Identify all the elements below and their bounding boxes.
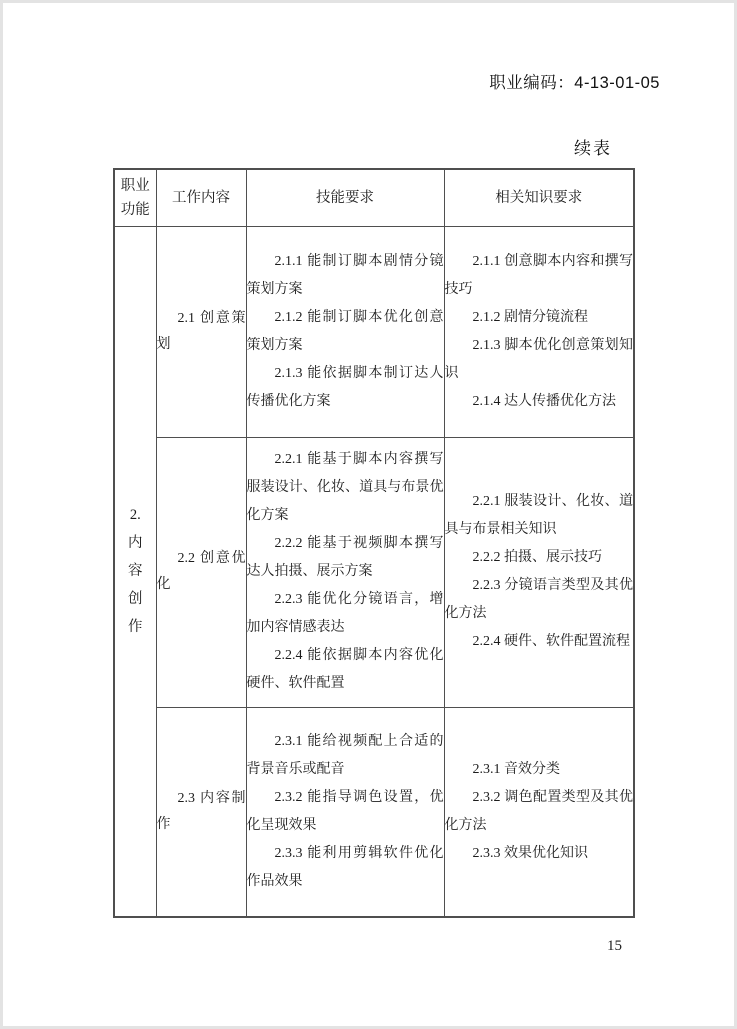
skill-item: 2.3.3 能利用剪辑软件优化作品效果 bbox=[246, 845, 444, 889]
header-work-content: 工作内容 bbox=[156, 169, 246, 226]
skills-cell bbox=[246, 437, 444, 707]
skill-item: 2.1.1 能制订脚本剧情分镜策划方案 bbox=[246, 253, 444, 297]
knowledge-item: 2.2.2 拍摄、展示技巧 bbox=[472, 550, 602, 565]
function-group-char: 创 bbox=[128, 591, 143, 608]
knowledge-item: 2.3.1 音效分类 bbox=[472, 761, 560, 777]
function-group-char: 作 bbox=[128, 619, 143, 636]
skill-item: 2.2.3 能优化分镜语言，增加内容情感表达 bbox=[246, 592, 444, 635]
knowledge-item: 2.3.2 调色配置类型及其优化方法 bbox=[444, 789, 633, 833]
knowledge-item: 2.1.1 创意脚本内容和撰写技巧 bbox=[444, 253, 633, 297]
work-content-cell bbox=[156, 226, 246, 437]
skills-cell bbox=[246, 226, 444, 437]
table-row-content-production bbox=[114, 707, 634, 917]
knowledge-item: 2.2.1 服装设计、化妆、道具与布景相关知识 bbox=[444, 494, 633, 537]
knowledge-item: 2.1.2 剧情分镜流程 bbox=[472, 309, 588, 325]
knowledge-cell bbox=[444, 707, 634, 917]
knowledge-item: 2.3.3 效果优化知识 bbox=[472, 845, 588, 861]
function-group-char: 内 bbox=[128, 535, 143, 552]
function-group-cell bbox=[114, 226, 156, 917]
skill-item: 2.1.2 能制订脚本优化创意策划方案 bbox=[246, 309, 444, 353]
knowledge-cell bbox=[444, 226, 634, 437]
skill-item: 2.2.2 能基于视频脚本撰写达人拍摄、展示方案 bbox=[246, 536, 444, 579]
continued-table-label: 续表 bbox=[574, 139, 612, 158]
skill-item: 2.3.2 能指导调色设置，优化呈现效果 bbox=[246, 789, 444, 833]
function-group-number: 2. bbox=[129, 507, 141, 524]
header-knowledge-requirements: 相关知识要求 bbox=[444, 169, 634, 226]
skill-item: 2.2.4 能依据脚本内容优化硬件、软件配置 bbox=[246, 648, 444, 691]
occupational-standard-table bbox=[113, 168, 635, 918]
function-group-char: 容 bbox=[128, 563, 143, 580]
table-header-row bbox=[114, 169, 634, 226]
knowledge-item: 2.1.4 达人传播优化方法 bbox=[472, 393, 616, 409]
table-row-creative-planning bbox=[114, 226, 634, 437]
work-content-label: 2.2 创意优化 bbox=[156, 551, 246, 592]
knowledge-cell bbox=[444, 437, 634, 707]
skill-item: 2.3.1 能给视频配上合适的背景音乐或配音 bbox=[246, 733, 444, 777]
knowledge-item: 2.2.3 分镜语言类型及其优化方法 bbox=[444, 578, 633, 621]
knowledge-item: 2.2.4 硬件、软件配置流程 bbox=[472, 634, 630, 649]
table-row-creative-optimization bbox=[114, 437, 634, 707]
skill-item: 2.2.1 能基于脚本内容撰写服装设计、化妆、道具与布景优化方案 bbox=[246, 452, 444, 523]
work-content-label: 2.1 创意策划 bbox=[156, 310, 246, 352]
work-content-cell bbox=[156, 437, 246, 707]
page-number: 15 bbox=[607, 938, 622, 954]
work-content-cell bbox=[156, 707, 246, 917]
occupation-code: 职业编码：4-13-01-05 bbox=[489, 74, 660, 92]
knowledge-item: 2.1.3 脚本优化创意策划知识 bbox=[444, 337, 633, 381]
work-content-label: 2.3 内容制作 bbox=[156, 790, 246, 832]
skills-cell bbox=[246, 707, 444, 917]
header-occupational-function: 职业功能 bbox=[114, 169, 156, 226]
skill-item: 2.1.3 能依据脚本制订达人传播优化方案 bbox=[246, 365, 444, 409]
header-skill-requirements: 技能要求 bbox=[246, 169, 444, 226]
